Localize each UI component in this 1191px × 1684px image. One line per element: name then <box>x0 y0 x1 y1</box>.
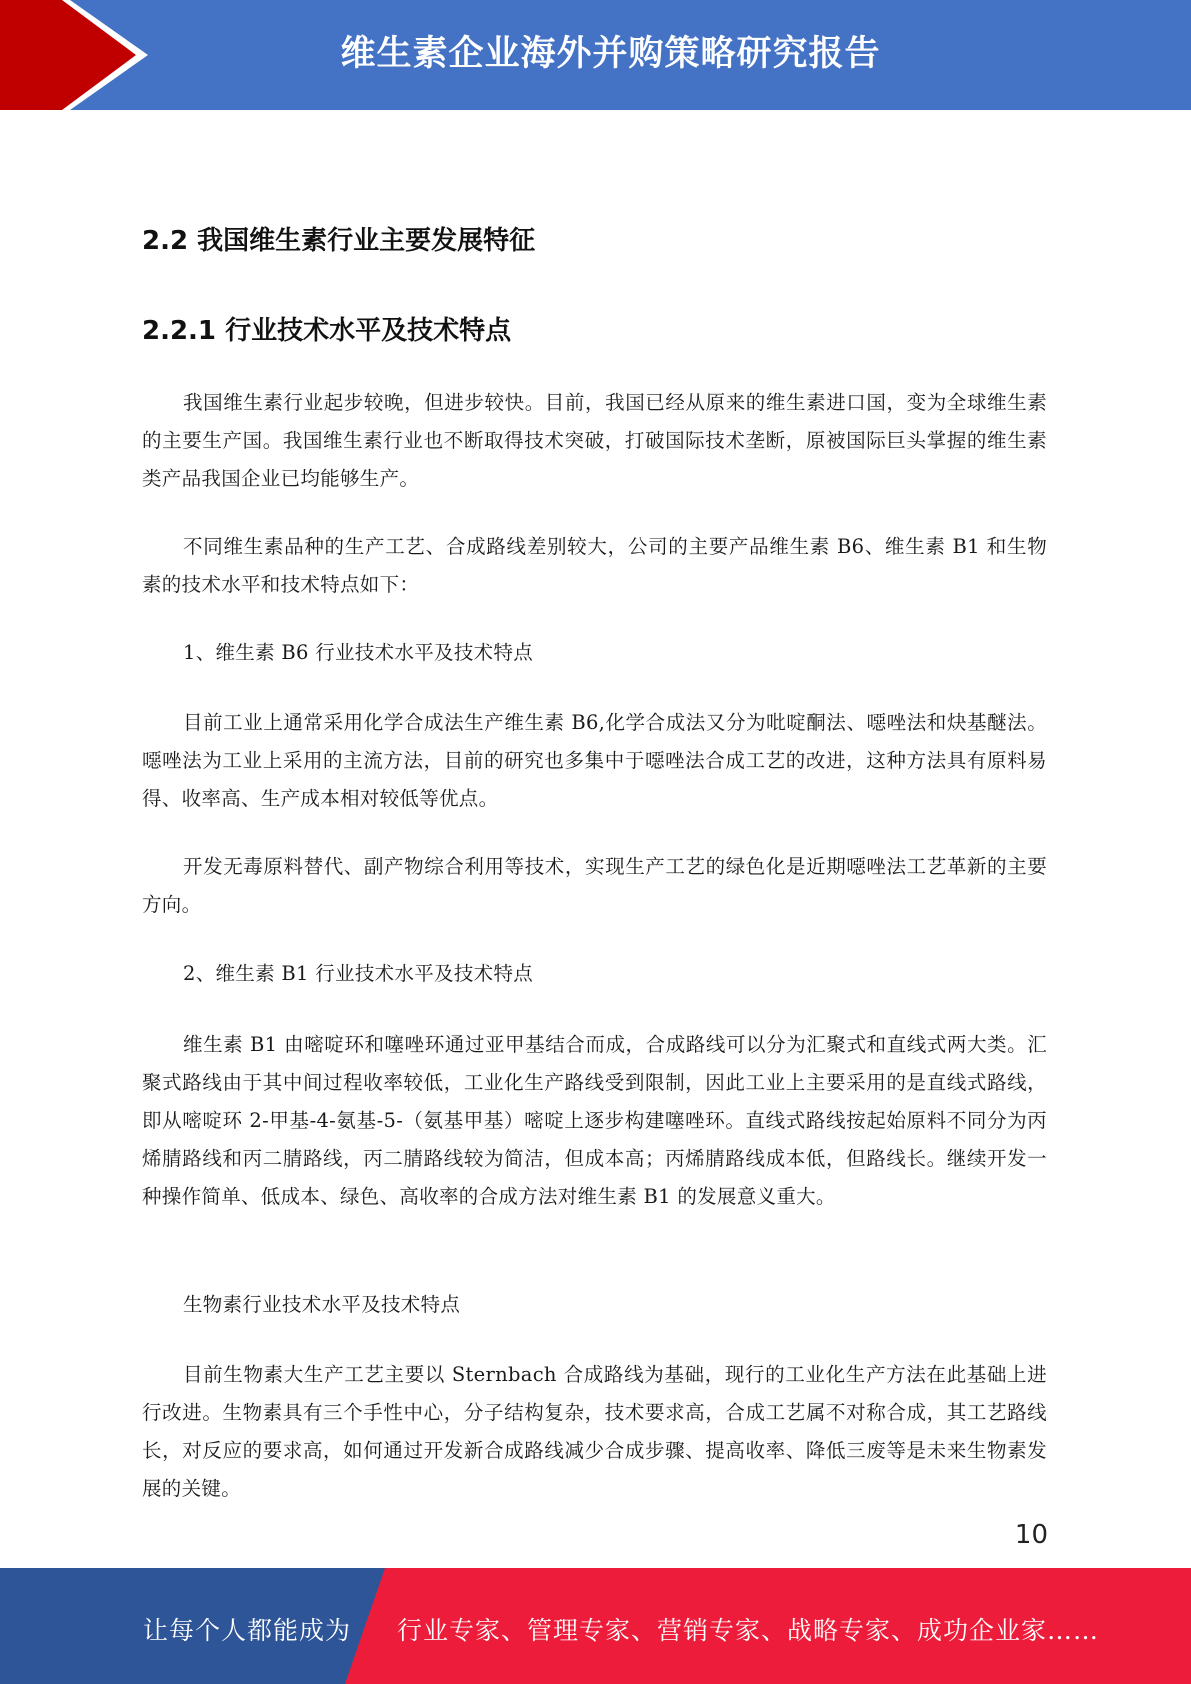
page-number: 10 <box>1014 1520 1048 1550</box>
report-title: 维生素企业海外并购策略研究报告 <box>340 34 881 74</box>
paragraph-3: 目前工业上通常采用化学合成法生产维生素 B6,化学合成法又分为吡啶酮法、噁唑法和炔基醚法。噁唑法为工业上采用的主流方法，目前的研究也多集中于噁唑法合成工艺的改进，这种方法具有原料易得、收率高、生产成本相对较低等优点。 <box>142 711 1047 810</box>
subheading-b1: 2、维生素 B1 行业技术水平及技术特点 <box>183 962 534 985</box>
page-footer <box>0 1568 1191 1684</box>
footer-slogan-right: 行业专家、管理专家、营销专家、战略专家、成功企业家…… <box>397 1616 1100 1645</box>
subsection-heading: 2.2.1 行业技术水平及技术特点 <box>142 316 512 346</box>
paragraph-1: 我国维生素行业起步较晚，但进步较快。目前，我国已经从原来的维生素进口国，变为全球维生素的主要生产国。我国维生素行业也不断取得技术突破，打破国际技术垄断，原被国际巨头掌握的维生素类产品我国企业已均能够生产。 <box>142 391 1047 490</box>
subheading-biotin: 生物素行业技术水平及技术特点 <box>183 1293 461 1316</box>
paragraph-2: 不同维生素品种的生产工艺、合成路线差别较大，公司的主要产品维生素 B6、维生素 B1 和生物素的技术水平和技术特点如下： <box>142 535 1047 596</box>
subheading-b6: 1、维生素 B6 行业技术水平及技术特点 <box>183 641 534 664</box>
footer-slogan-left: 让每个人都能成为 <box>143 1616 352 1645</box>
paragraph-6: 目前生物素大生产工艺主要以 Sternbach 合成路线为基础，现行的工业化生产方法在此基础上进行改进。生物素具有三个手性中心，分子结构复杂，技术要求高，合成工艺属不对称合成，其工艺路线长，对反应的要求高，如何通过开发新合成路线减少合成步骤、提高收率、降低三废等是未来生物素发展的关键。 <box>142 1363 1047 1500</box>
page-header <box>0 0 1191 110</box>
section-heading: 2.2 我国维生素行业主要发展特征 <box>142 226 536 256</box>
paragraph-4: 开发无毒原料替代、副产物综合利用等技术，实现生产工艺的绿色化是近期噁唑法工艺革新的主要方向。 <box>142 855 1047 916</box>
paragraph-5: 维生素 B1 由嘧啶环和噻唑环通过亚甲基结合而成，合成路线可以分为汇聚式和直线式两大类。汇聚式路线由于其中间过程收率较低，工业化生产路线受到限制，因此工业上主要采用的是直线式路线，即从嘧啶环 2-甲基-4-氨基-5-（氨基甲基）嘧啶上逐步构建噻唑环。直线式路线按起始原料不同分为丙烯腈路线和丙二腈路线，丙二腈路线较为简洁，但成本高；丙烯腈路线成本低，但路线长。继续开发一种操作简单、低成本、绿色、高收率的合成方法对维生素 B1 的发展意义重大。 <box>142 1033 1047 1208</box>
